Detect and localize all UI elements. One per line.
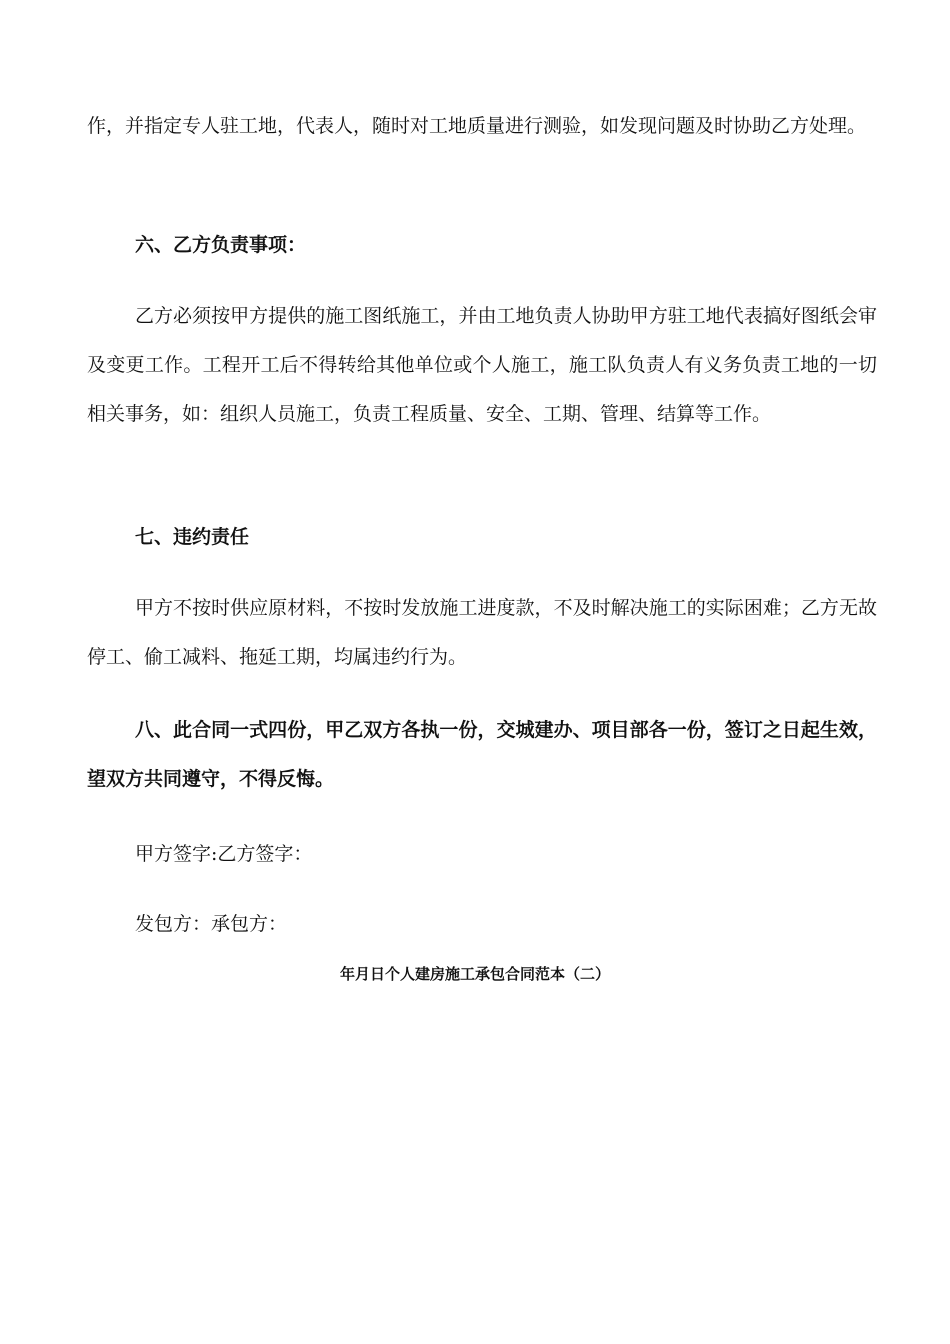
carryover-paragraph: 作，并指定专人驻工地，代表人，随时对工地质量进行测验，如发现问题及时协助乙方处理。 [87,115,867,137]
signature-line: 甲方签字:乙方签字： [135,843,313,865]
party-line: 发包方：承包方： [135,913,288,935]
section-7-body: 甲方不按时供应原材料，不按时发放施工进度款，不及时解决施工的实际困难；乙方无故停工、偷工减料、拖延工期，均属违约行为。 [87,597,877,668]
section-8-body: 八、此合同一式四份，甲乙双方各执一份，交城建办、项目部各一份，签订之日起生效，望双方共同遵守，不得反悔。 [87,719,877,790]
section-7-heading: 七、违约责任 [135,526,250,548]
section-6-heading: 六、乙方负责事项： [135,234,307,256]
section-6-body: 乙方必须按甲方提供的施工图纸施工，并由工地负责人协助甲方驻工地代表搞好图纸会审及变更工作。工程开工后不得转给其他单位或个人施工，施工队负责人有义务负责工地的一切相关事务，如：组织人员施工，负责工程质量、安全、工期、管理、结算等工作。 [87,305,877,425]
footer-title: 年月日个人建房施工承包合同范本（二） [339,965,610,983]
